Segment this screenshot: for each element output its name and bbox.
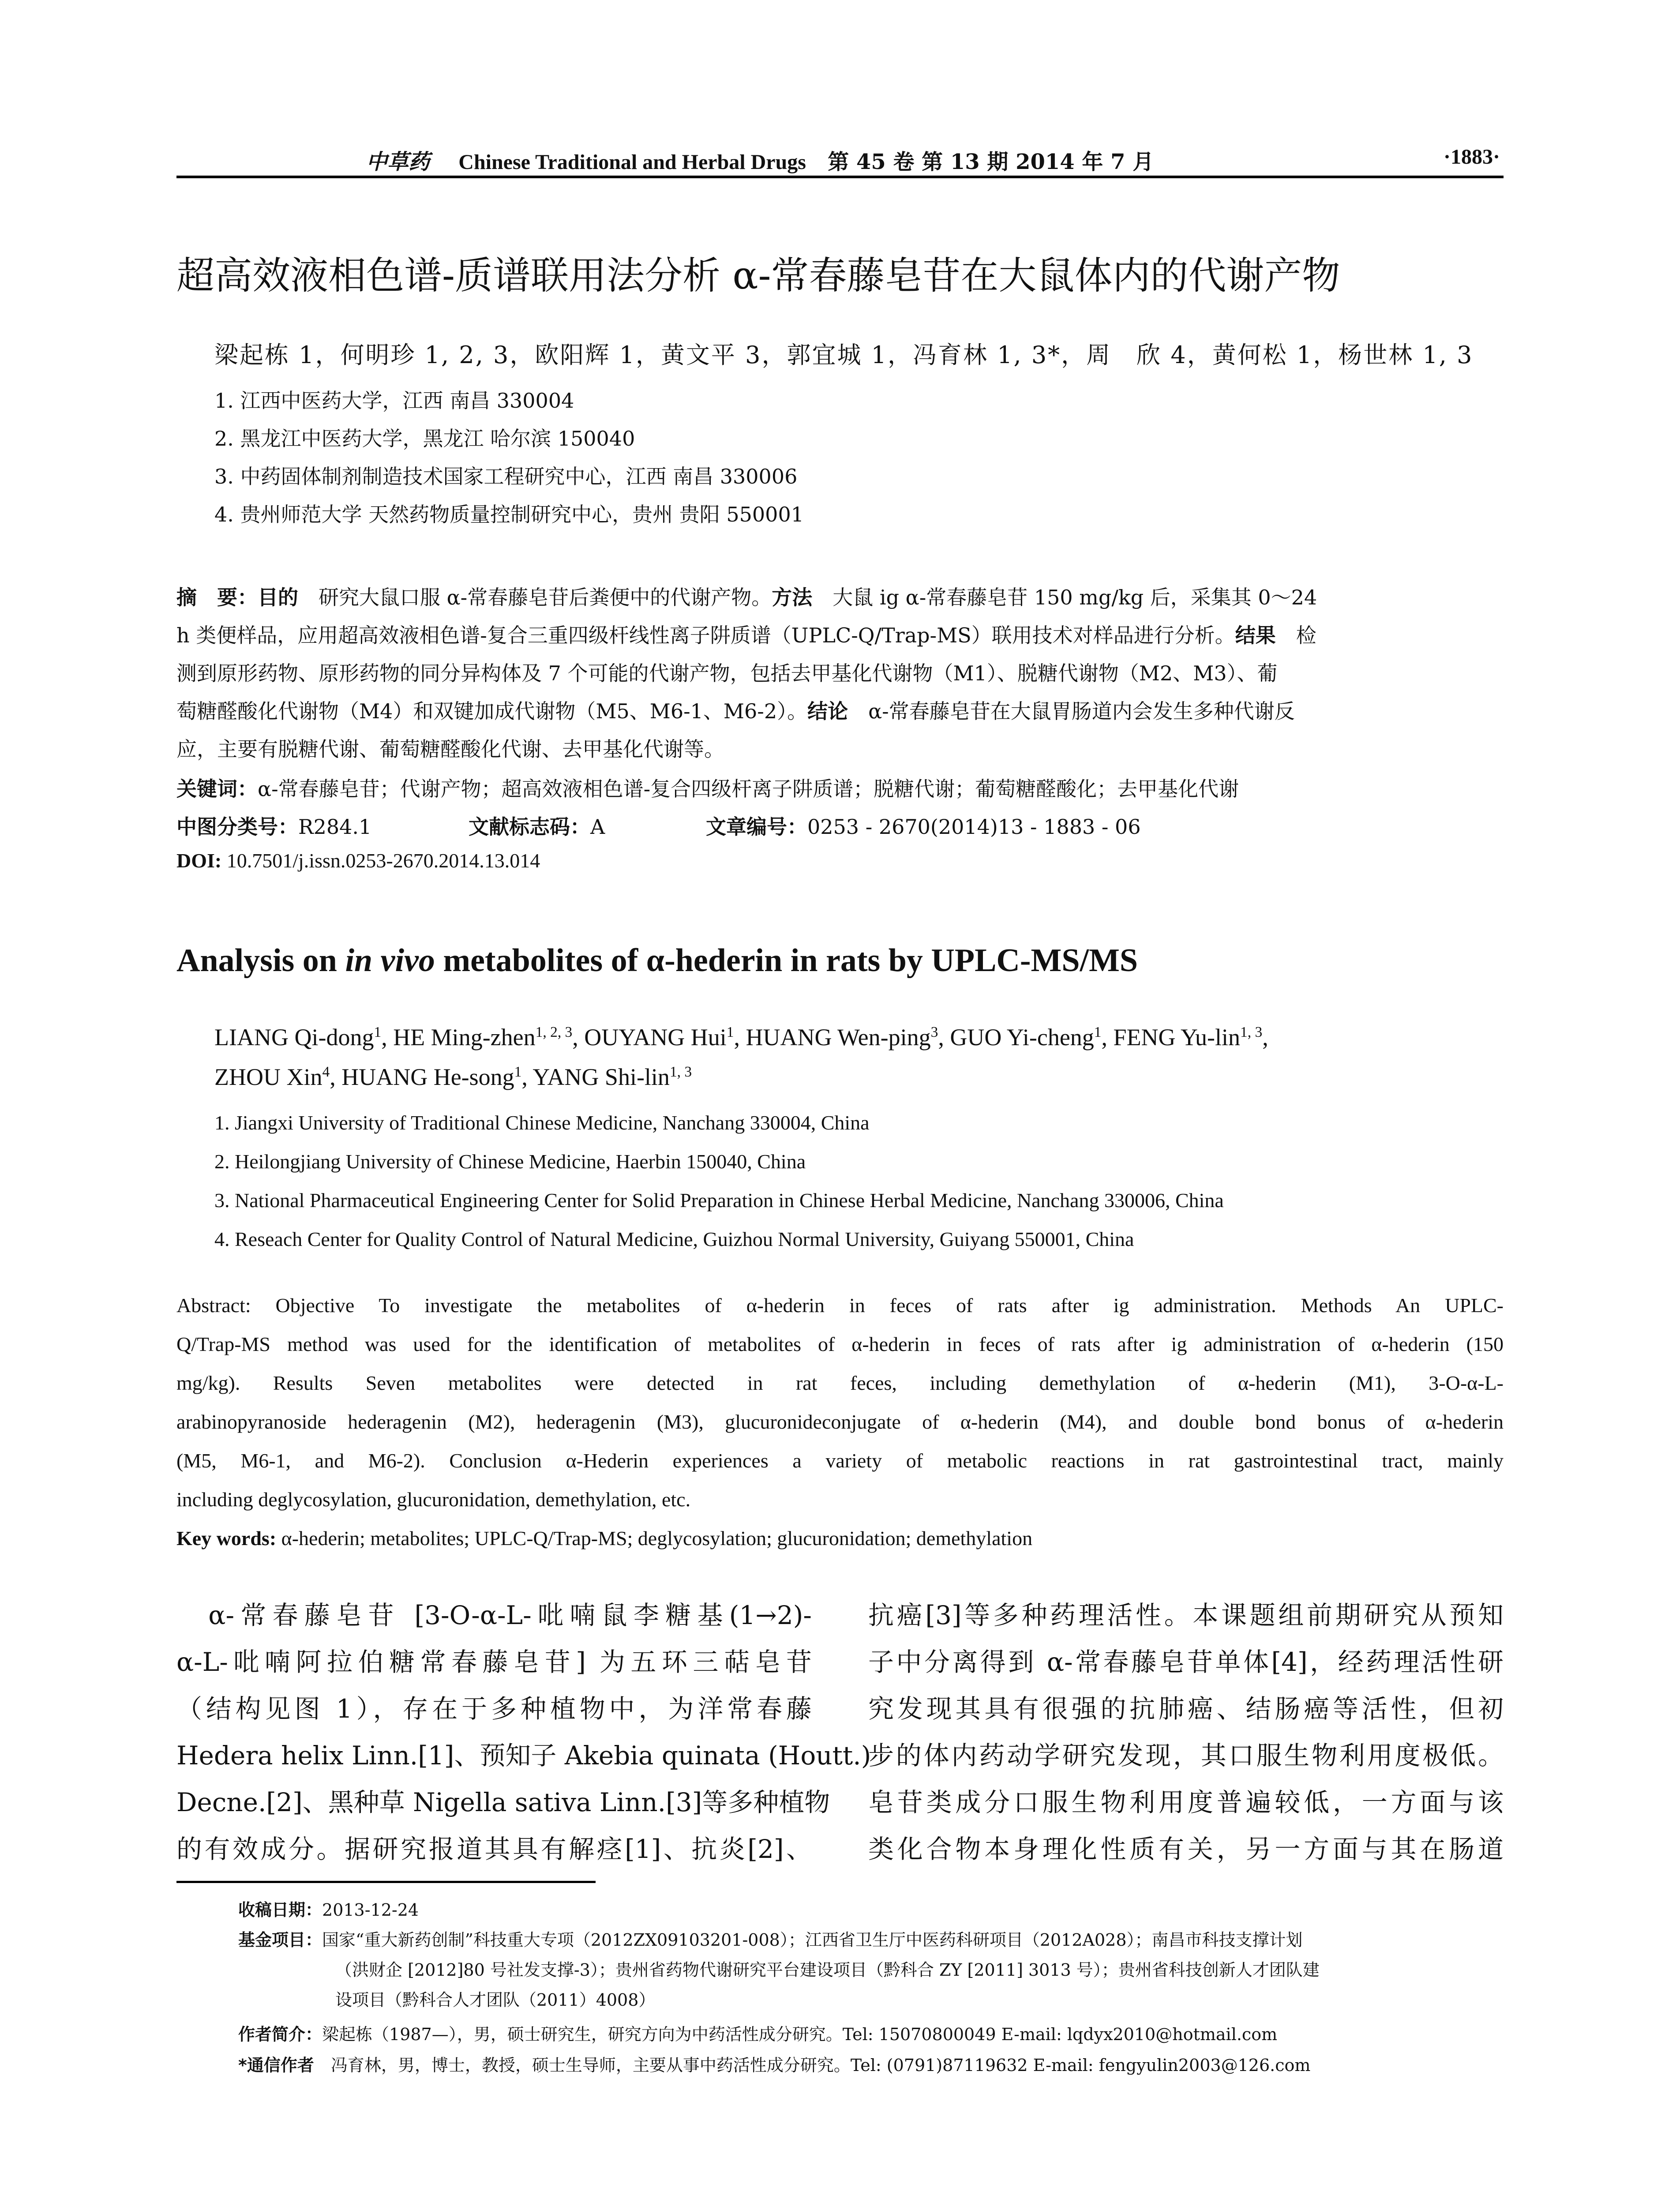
body-left-line: α-常春藤皂苷 [3-O-α-L-吡喃鼠李糖基(1→2)- xyxy=(176,1600,812,1630)
abstract-text: h 类便样品，应用超高效液相色谱-复合三重四级杆线性离子阱质谱（UPLC-Q/Trap-MS）联用技术对样品进行分析。 xyxy=(176,623,1235,647)
body-right-line: 究发现其具有很强的抗肺癌、结肠癌等活性，但初 xyxy=(868,1694,1504,1724)
chinese-affiliation-2: 2. 黑龙江中医药大学，黑龙江 哈尔滨 150040 xyxy=(214,427,635,450)
objective-label: 目的 xyxy=(258,585,298,609)
abstract-text: 应，主要有脱糖代谢、葡萄糖醛酸化代谢、去甲基化代谢等。 xyxy=(176,737,724,761)
results-label: 结果 xyxy=(1235,623,1276,647)
corr-label: *通信作者 xyxy=(238,2056,314,2075)
chinese-keywords xyxy=(176,773,1239,802)
doi-label: DOI: xyxy=(176,849,222,872)
english-abstract-line: (M5, M6-1, and M6-2). Conclusion α-Hederin experiences a variety of metabolic reactions in rat gastrointestinal tract, mainly xyxy=(176,1449,1504,1472)
title-part: metabolites of α-hederin in rats by UPLC-MS/MS xyxy=(435,942,1138,979)
title-italic: in vivo xyxy=(345,942,435,979)
journal-issue: 第 45 卷 第 13 期 2014 年 7 月 xyxy=(828,150,1154,174)
en-keywords-text: α-hederin; metabolites; UPLC-Q/Trap-MS; deglycosylation; glucuronidation; demethylation xyxy=(276,1527,1033,1549)
english-abstract-line: Q/Trap-MS method was used for the identification of metabolites of α-hederin in feces of rats after ig administration of α-hederin (150 xyxy=(176,1333,1504,1355)
doi-line xyxy=(176,849,540,872)
english-abstract-line: Abstract: Objective To investigate the metabolites of α-hederin in feces of rats after ig administration. Methods An UPLC- xyxy=(176,1294,1504,1317)
english-authors-line-2: ZHOU Xin$^4$, HUANG He-song$^1$, YANG Shi-lin$^{1, 3}$ xyxy=(214,1064,692,1090)
conclusion-label: 结论 xyxy=(807,699,848,723)
classification-line xyxy=(176,811,371,840)
english-affiliation-3: 3. National Pharmaceutical Engineering Center for Solid Preparation in Chinese Herbal Medicine, Nanchang 330006, China xyxy=(214,1189,1224,1212)
chinese-authors: 梁起栋 1，何明珍 1, 2, 3，欧阳辉 1，黄文平 3，郭宜城 1，冯育林 1, 3*，周 欣 4，黄何松 1，杨世林 1, 3 xyxy=(214,341,1474,369)
author-bio-label: 作者简介： xyxy=(238,2025,322,2044)
body-right-line: 步的体内药动学研究发现，其口服生物利用度极低。 xyxy=(868,1741,1504,1771)
clc-value: R284.1 xyxy=(298,815,372,839)
fund-line-3: 设项目（黔科合人才团队（2011）4008） xyxy=(335,1990,656,2010)
corr-text: 冯育林，男，博士，教授，硕士生导师，主要从事中药活性成分研究。Tel: (0791)87119632 E-mail: fengyulin2003@126.com xyxy=(314,2056,1311,2075)
abstract-text: 大鼠 ig α-常春藤皂苷 150 mg/kg 后，采集其 0～24 xyxy=(812,585,1317,609)
corresponding-author xyxy=(238,2052,1310,2076)
body-right-line: 类化合物本身理化性质有关，另一方面与其在肠道 xyxy=(868,1834,1504,1864)
running-header xyxy=(366,145,1154,175)
journal-name: Chinese Traditional and Herbal Drugs xyxy=(458,150,806,174)
articleno-value: 0253 - 2670(2014)13 - 1883 - 06 xyxy=(807,815,1141,839)
fund-line-2: （洪财企 [2012]80 号社发支撑-3）；贵州省药物代谢研究平台建设项目（黔科合 ZY [2011] 3013 号）；贵州省科技创新人才团队建 xyxy=(335,1960,1320,1980)
footnote-rule xyxy=(176,1881,596,1883)
clc-label: 中图分类号： xyxy=(176,815,298,839)
body-right-line: 抗癌[3]等多种药理活性。本课题组前期研究从预知 xyxy=(868,1600,1504,1630)
body-left-line: Decne.[2]、黑种草 Nigella sativa Linn.[3]等多种植物 xyxy=(176,1787,830,1817)
abstract-text: 检 xyxy=(1275,623,1316,647)
received-label: 收稿日期： xyxy=(238,1900,322,1920)
chinese-abstract-line xyxy=(176,657,1278,687)
page-number: ·1883· xyxy=(1443,145,1500,169)
english-title xyxy=(176,942,1138,979)
body-left-line: α-L-吡喃阿拉伯糖常春藤皂苷] 为五环三萜皂苷 xyxy=(176,1647,812,1677)
author-bio-text: 梁起栋（1987—），男，硕士研究生，研究方向为中药活性成分研究。Tel: 15070800049 E-mail: lqdyx2010@hotmail.com xyxy=(322,2025,1278,2044)
keywords-label: 关键词： xyxy=(176,777,258,801)
doccode-label: 文献标志码： xyxy=(469,815,590,839)
body-right-line: 子中分离得到 α-常春藤皂苷单体[4]，经药理活性研 xyxy=(868,1647,1504,1677)
doccode-value: A xyxy=(590,815,605,839)
chinese-abstract-line xyxy=(176,582,1317,611)
chinese-affiliation-3: 3. 中药固体制剂制造技术国家工程研究中心，江西 南昌 330006 xyxy=(214,465,798,488)
chinese-abstract-line xyxy=(176,619,1316,649)
chinese-affiliation-1: 1. 江西中医药大学，江西 南昌 330004 xyxy=(214,389,574,413)
articleno-label: 文章编号： xyxy=(706,815,807,839)
abstract-label: 摘 要： xyxy=(176,585,258,609)
chinese-abstract-line xyxy=(176,733,724,762)
english-authors-line-1: LIANG Qi-dong$^1$, HE Ming-zhen$^{1, 2, 3}$, OUYANG Hui$^1$, HUANG Wen-ping$^3$, GUO Yi-cheng$^1$, FENG Yu-lin$^{1, 3}$, xyxy=(214,1024,1268,1050)
doccode-line xyxy=(469,811,605,840)
english-abstract-line: mg/kg). Results Seven metabolites were detected in rat feces, including demethylation of α-hederin (M1), 3-O-α-L- xyxy=(176,1372,1504,1394)
body-left-line: 的有效成分。据研究报道其具有解痉[1]、抗炎[2]、 xyxy=(176,1834,812,1864)
abstract-text: 研究大鼠口服 α-常春藤皂苷后粪便中的代谢产物。 xyxy=(298,585,772,609)
doi-value[interactable]: 10.7501/j.issn.0253-2670.2014.13.014 xyxy=(221,849,540,872)
fund-label: 基金项目： xyxy=(238,1930,322,1950)
chinese-affiliation-4: 4. 贵州师范大学 天然药物质量控制研究中心，贵州 贵阳 550001 xyxy=(214,503,804,526)
author-bio xyxy=(238,2021,1277,2045)
chinese-title: 超高效液相色谱-质谱联用法分析 α-常春藤皂苷在大鼠体内的代谢产物 xyxy=(176,254,1340,298)
english-affiliation-2: 2. Heilongjiang University of Chinese Medicine, Haerbin 150040, China xyxy=(214,1150,806,1173)
header-rule xyxy=(176,176,1504,178)
english-affiliation-4: 4. Reseach Center for Quality Control of Natural Medicine, Guizhou Normal University, Guiyang 550001, China xyxy=(214,1228,1134,1250)
methods-label: 方法 xyxy=(772,585,813,609)
received-date xyxy=(238,1896,419,1921)
fund-text: 国家“重大新药创制”科技重大专项（2012ZX09103201-008）；江西省卫生厅中医药科研项目（2012A028）；南昌市科技支撑计划 xyxy=(322,1930,1303,1950)
chinese-abstract-line xyxy=(176,695,1295,724)
en-keywords-label: Key words: xyxy=(176,1527,277,1549)
abstract-text: 测到原形药物、原形药物的同分异构体及 7 个可能的代谢产物，包括去甲基化代谢物（M1）、脱糖代谢物（M2、M3）、葡 xyxy=(176,661,1278,685)
keywords-text: α-常春藤皂苷；代谢产物；超高效液相色谱-复合四级杆离子阱质谱；脱糖代谢；葡萄糖醛酸化；去甲基化代谢 xyxy=(258,777,1239,801)
articleno-line xyxy=(706,811,1141,840)
abstract-text: α-常春藤皂苷在大鼠胃肠道内会发生多种代谢反 xyxy=(848,699,1295,723)
title-part: Analysis on xyxy=(176,942,345,979)
journal-logo: 中草药 xyxy=(366,150,430,174)
english-affiliation-1: 1. Jiangxi University of Traditional Chinese Medicine, Nanchang 330004, China xyxy=(214,1111,870,1134)
received-value: 2013-12-24 xyxy=(322,1900,419,1920)
english-abstract-line: arabinopyranoside hederagenin (M2), hederagenin (M3), glucuronideconjugate of α-hederin (M4), and double bond bonus of α-hederin xyxy=(176,1411,1504,1433)
english-keywords xyxy=(176,1527,1504,1550)
abstract-text: 萄糖醛酸化代谢物（M4）和双键加成代谢物（M5、M6-1、M6-2）。 xyxy=(176,699,808,723)
fund-line-1 xyxy=(238,1926,1303,1951)
english-abstract-line: including deglycosylation, glucuronidation, demethylation, etc. xyxy=(176,1488,691,1511)
body-left-line: Hedera helix Linn.[1]、预知子 Akebia quinata (Houtt.) xyxy=(176,1741,871,1771)
body-right-line: 皂苷类成分口服生物利用度普遍较低，一方面与该 xyxy=(868,1787,1504,1817)
body-left-line: （结构见图 1），存在于多种植物中，为洋常春藤 xyxy=(176,1694,812,1724)
